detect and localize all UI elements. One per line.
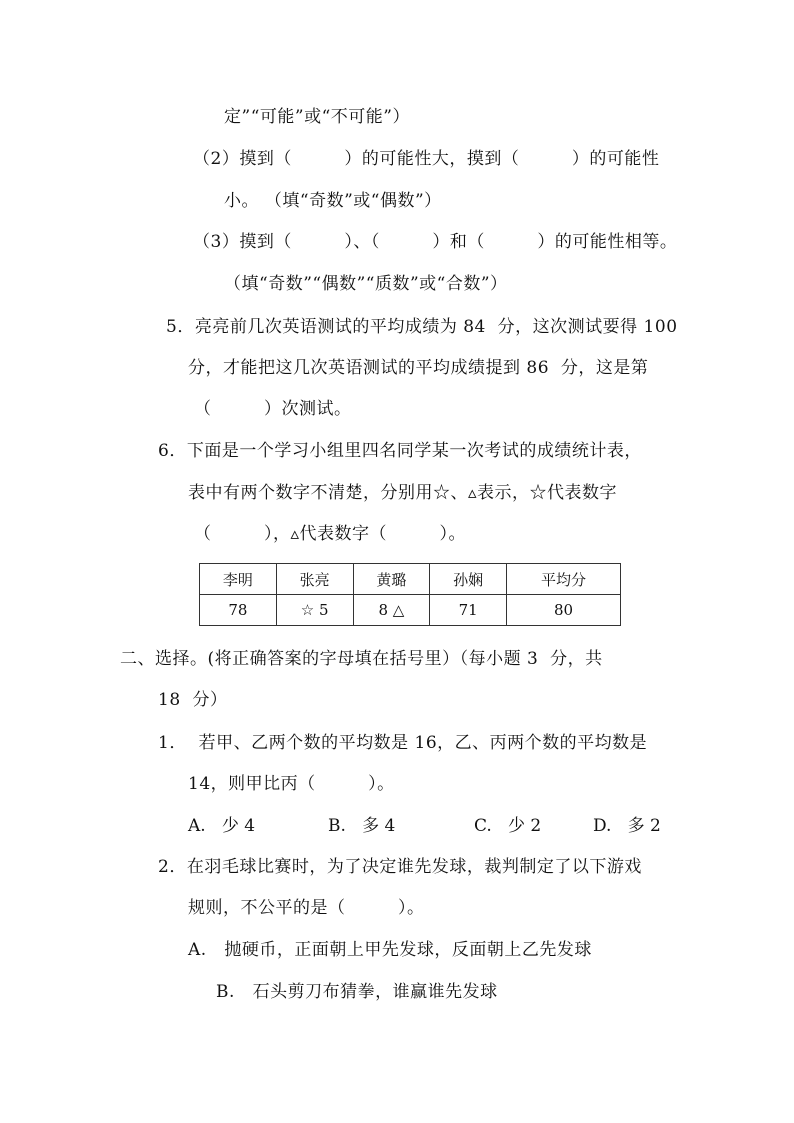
q5-line-3: （ ）次测试。: [194, 399, 352, 419]
table-header: 平均分: [507, 564, 621, 595]
q6-line-3: （ ），▵代表数字（ ）。: [194, 524, 467, 544]
choice-q2-line-1: 2．在羽毛球比赛时，为了决定谁先发球，裁判制定了以下游戏: [158, 857, 642, 877]
table-row: [200, 595, 621, 626]
choice-q1-option-c: C. 少 2: [474, 816, 542, 836]
choice-q2-option-b: B. 石头剪刀布猜拳，谁赢谁先发球: [216, 982, 498, 1002]
table-cell: 8 △: [353, 595, 430, 626]
q4-line-1: 定”“可能”或“不可能”）: [224, 107, 410, 127]
choice-q1-line-2: 14，则甲比丙（ ）。: [188, 774, 395, 794]
q6-line-1: 6．下面是一个学习小组里四名同学某一次考试的成绩统计表，: [158, 441, 642, 461]
section-2-title-cont: 18 分）: [158, 690, 228, 710]
choice-q1-option-b: B. 多 4: [328, 816, 396, 836]
choice-q2-line-2: 规则，不公平的是（ ）。: [188, 898, 425, 918]
q4-line-4: （3）摸到（ ）、（ ）和（ ）的可能性相等。: [193, 232, 678, 252]
table-cell: 71: [430, 595, 507, 626]
table-header: 孙娴: [430, 564, 507, 595]
q4-line-5: （填“奇数”“偶数”“质数”或“合数”）: [224, 274, 508, 294]
table-header: 李明: [200, 564, 277, 595]
score-table: [199, 563, 621, 626]
choice-q1-line-1: 1． 若甲、乙两个数的平均数是 16，乙、丙两个数的平均数是: [158, 733, 648, 753]
q4-line-3: 小。 （填“奇数”或“偶数”）: [224, 191, 442, 211]
q4-line-2: （2）摸到（ ）的可能性大，摸到（ ）的可能性: [193, 149, 660, 169]
q5-line-2: 分，才能把这几次英语测试的平均成绩提到 86 分，这是第: [188, 358, 649, 378]
table-cell: ☆ 5: [276, 595, 353, 626]
table-header: 黄璐: [353, 564, 430, 595]
q6-line-2: 表中有两个数字不清楚，分别用☆、▵表示，☆代表数字: [188, 483, 618, 503]
choice-q1-option-d: D. 多 2: [593, 816, 661, 836]
section-2-title: 二、选择。(将正确答案的字母填在括号里）（每小题 3 分，共: [120, 649, 603, 669]
table-header-row: [200, 564, 621, 595]
choice-q1-option-a: A. 少 4: [188, 816, 256, 836]
choice-q2-option-a: A. 抛硬币，正面朝上甲先发球，反面朝上乙先发球: [188, 940, 592, 960]
table-cell: 80: [507, 595, 621, 626]
q5-line-1: 5．亮亮前几次英语测试的平均成绩为 84 分，这次测试要得 100: [166, 317, 678, 337]
table-cell: 78: [200, 595, 277, 626]
table-header: 张亮: [276, 564, 353, 595]
